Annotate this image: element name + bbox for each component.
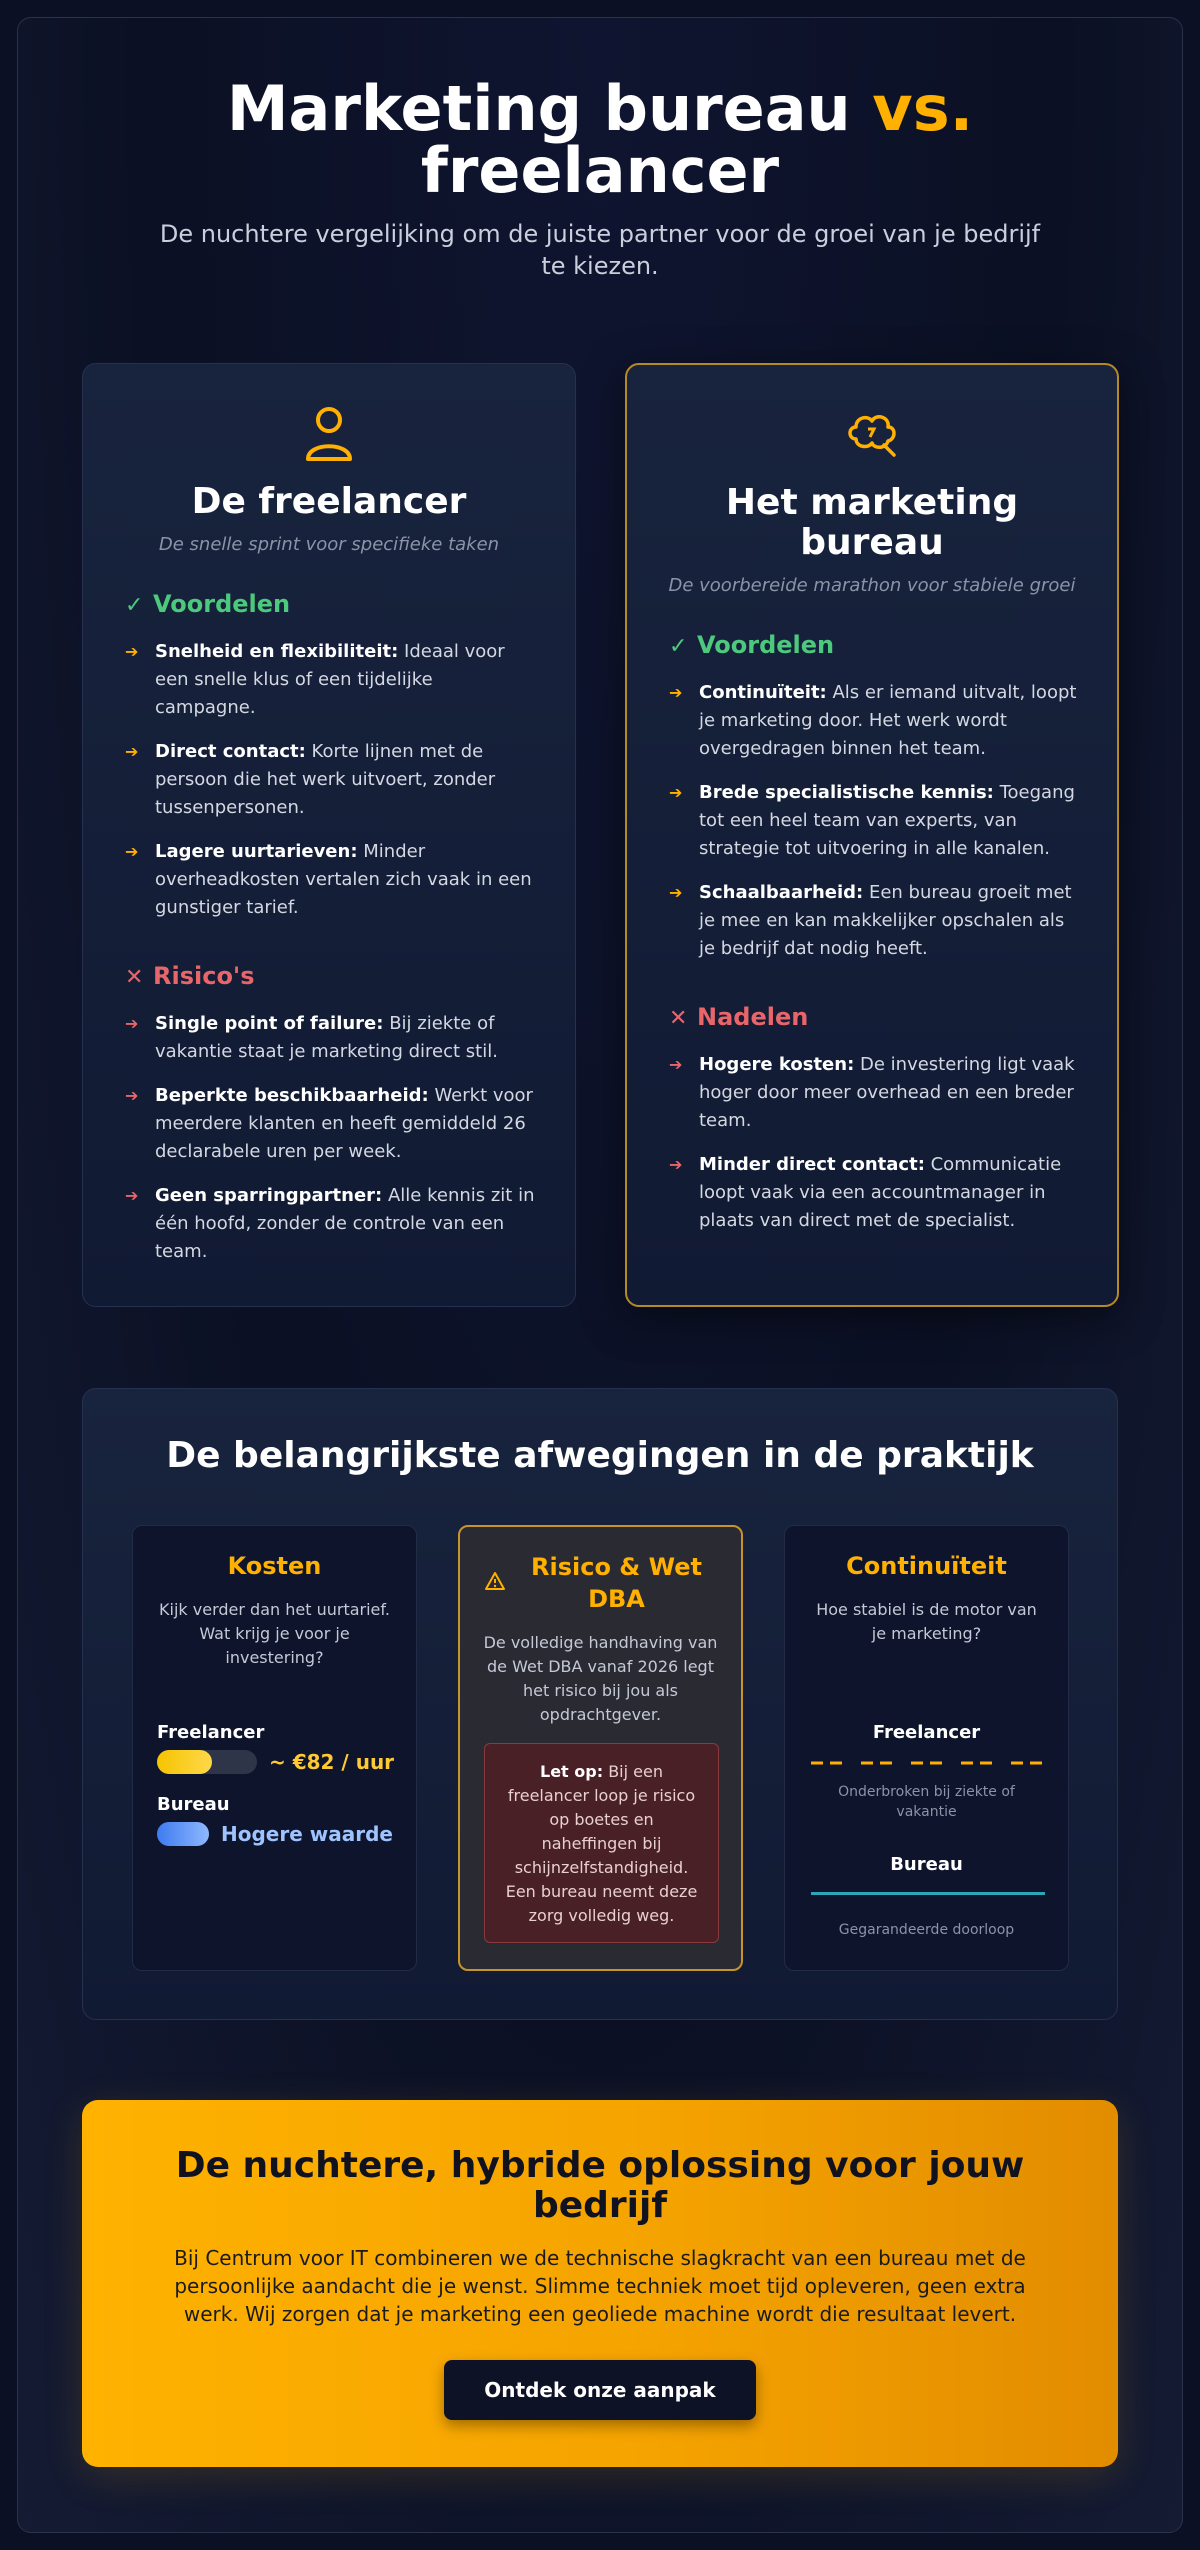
dashed-line-interrupted: [811, 1760, 1045, 1766]
freelancer-cons-heading: ✕ Risico's: [125, 962, 255, 990]
risk-title: Risico & Wet DBA: [531, 1553, 702, 1613]
costs-desc: Kijk verder dan het uurtarief. Wat krijg je voor je investering?: [159, 1600, 390, 1667]
continuity-bureau-note: Gegarandeerde doorloop: [838, 1922, 1015, 1938]
bureau-card: [625, 363, 1119, 1307]
freelancer-pro-item: ➔ Snelheid en flexibiliteit: Ideaal voor een snelle klus of een tijdelijke campagne.: [125, 638, 535, 722]
brain-icon: [627, 409, 1117, 463]
check-icon: ✓: [669, 634, 688, 659]
continuity-freelancer-note: Onderbroken bij ziekte of vakantie: [838, 1784, 1015, 1820]
dba-alert: Let op: Bij een freelancer loop je risico op boetes en naheffingen bij schijnzelfstandigheid. Een bureau neemt deze zorg volledig weg.: [484, 1743, 719, 1943]
freelancer-pro-item: ➔ Direct contact: Korte lijnen met de persoon die het werk uitvoert, zonder tussenpersonen.: [125, 738, 535, 822]
solid-line-continuous: [811, 1892, 1045, 1895]
title-accent: vs.: [872, 72, 974, 145]
costs-freelancer-label: Freelancer: [157, 1722, 265, 1743]
continuity-title: Continuïteit: [846, 1552, 1007, 1580]
check-icon: ✓: [125, 593, 144, 618]
freelancer-con-item: ➔ Beperkte beschikbaarheid: Werkt voor meerdere klanten en heeft gemiddeld 26 declarabele uren per week.: [125, 1082, 535, 1166]
bureau-pros-heading: ✓ Voordelen: [669, 631, 835, 659]
freelancer-tagline: De snelle sprint voor specifieke taken: [158, 534, 500, 555]
bureau-title: Het marketing bureau: [725, 482, 1019, 563]
continuity-card: [784, 1525, 1069, 1971]
risk-desc: De volledige handhaving van de Wet DBA vanaf 2026 legt het risico bij jou als opdrachtgever.: [483, 1633, 718, 1724]
page-subtitle: De nuchtere vergelijking om de juiste partner voor de groei van je bedrijf te kiezen.: [159, 220, 1041, 280]
bureau-con-item: ➔ Minder direct contact: Communicatie loopt vaak via een accountmanager in plaats van direct met de specialist.: [669, 1151, 1079, 1235]
discover-approach-button[interactable]: Ontdek onze aanpak: [444, 2360, 756, 2420]
arrow-right-icon: ➔: [669, 1055, 683, 1074]
costs-bureau-bar-fill: [157, 1822, 209, 1846]
arrow-right-icon: ➔: [669, 683, 683, 702]
cross-icon: ✕: [125, 965, 144, 990]
considerations-section: [82, 1388, 1118, 2020]
warning-icon: [484, 1571, 506, 1595]
bureau-pro-item: ➔ Schaalbaarheid: Een bureau groeit met je mee en kan makkelijker opschalen als je bedrijf dat nodig heeft.: [669, 879, 1079, 963]
cta-section: [82, 2100, 1118, 2467]
continuity-desc: Hoe stabiel is de motor van je marketing?: [816, 1600, 1037, 1643]
bureau-pro-item: ➔ Brede specialistische kennis: Toegang tot een heel team van experts, van strategie tot uitvoering in alle kanalen.: [669, 779, 1079, 863]
page-title: Marketing bureau vs. freelancer: [226, 72, 974, 207]
bureau-tagline: De voorbereide marathon voor stabiele groei: [668, 575, 1076, 596]
costs-bureau-label: Bureau: [157, 1794, 230, 1815]
freelancer-pros-heading: ✓ Voordelen: [125, 590, 291, 618]
considerations-title: De belangrijkste afwegingen in de praktijk: [166, 1435, 1034, 1476]
freelancer-con-item: ➔ Geen sparringpartner: Alle kennis zit in één hoofd, zonder de controle van een team.: [125, 1182, 535, 1266]
cta-title: De nuchtere, hybride oplossing voor jouw bedrijf: [175, 2145, 1025, 2226]
risk-card: [458, 1525, 743, 1971]
costs-freelancer-bar-fill: [157, 1750, 212, 1774]
freelancer-card: [82, 363, 576, 1307]
costs-card: [132, 1525, 417, 1971]
arrow-right-icon: ➔: [669, 783, 683, 802]
arrow-right-icon: ➔: [125, 1086, 139, 1105]
costs-bureau-value: Hogere waarde: [221, 1822, 393, 1846]
freelancer-con-item: ➔ Single point of failure: Bij ziekte of vakantie staat je marketing direct stil.: [125, 1010, 535, 1066]
arrow-right-icon: ➔: [125, 1186, 139, 1205]
bureau-pro-item: ➔ Continuïteit: Als er iemand uitvalt, loopt je marketing door. Het werk wordt overgedragen binnen het team.: [669, 679, 1079, 763]
arrow-right-icon: ➔: [125, 742, 139, 761]
costs-title: Kosten: [227, 1552, 322, 1580]
freelancer-pro-item: ➔ Lagere uurtarieven: Minder overheadkosten vertalen zich vaak in een gunstiger tarief.: [125, 838, 535, 922]
cross-icon: ✕: [669, 1006, 688, 1031]
cta-text: Bij Centrum voor IT combineren we de technische slagkracht van een bureau met de persoonlijke aandacht die je wenst. Slimme techniek moet tijd opleveren, geen extra werk. Wij zorgen dat je marketing een geoliede machine wordt die resultaat levert.: [174, 2246, 1026, 2326]
continuity-bureau-label: Bureau: [890, 1854, 963, 1875]
arrow-right-icon: ➔: [669, 883, 683, 902]
bureau-cons-heading: ✕ Nadelen: [669, 1003, 809, 1031]
arrow-right-icon: ➔: [125, 642, 139, 661]
bureau-con-item: ➔ Hogere kosten: De investering ligt vaak hoger door meer overhead en een breder team.: [669, 1051, 1079, 1135]
costs-freelancer-value: ~ €82 / uur: [269, 1750, 395, 1774]
user-icon: [83, 404, 575, 468]
costs-freelancer-bar: [157, 1750, 257, 1774]
arrow-right-icon: ➔: [669, 1155, 683, 1174]
arrow-right-icon: ➔: [125, 1014, 139, 1033]
continuity-freelancer-label: Freelancer: [872, 1722, 981, 1743]
freelancer-title: De freelancer: [191, 481, 467, 522]
arrow-right-icon: ➔: [125, 842, 139, 861]
costs-bureau-bar: [157, 1822, 209, 1846]
